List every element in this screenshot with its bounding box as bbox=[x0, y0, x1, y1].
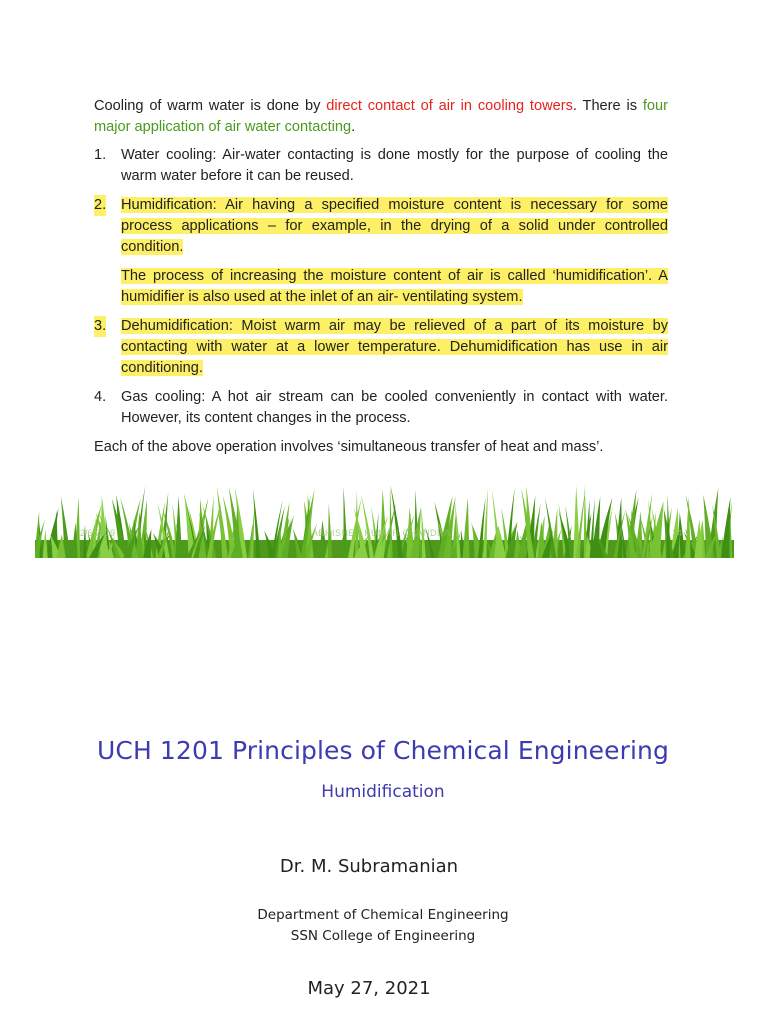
list-item-gas-cooling bbox=[94, 387, 668, 429]
affiliation bbox=[0, 905, 766, 947]
title-slide bbox=[0, 700, 768, 1024]
course-title: UCH 1201 Principles of Chemical Engineering bbox=[97, 736, 669, 765]
topic-subtitle: Humidification bbox=[321, 782, 445, 802]
summary-paragraph: Each of the above operation involves ‘simultaneous transfer of heat and mass’. bbox=[94, 439, 604, 455]
application-list-continued bbox=[94, 316, 668, 429]
intro-text-3: . bbox=[351, 119, 356, 135]
footer-date: 2/6/2019 bbox=[80, 528, 116, 538]
list-item-text: Gas cooling: A hot air stream can be cooled conveniently in contact with water. However, its content changes in the process. bbox=[121, 389, 668, 426]
humidification-definition bbox=[94, 266, 668, 308]
list-number: 4. bbox=[94, 389, 107, 405]
list-number: 2. bbox=[94, 195, 106, 216]
list-item-dehumidification bbox=[94, 316, 668, 379]
college-name: SSN College of Engineering bbox=[290, 928, 476, 944]
intro-red-text: direct contact of air in cooling towers bbox=[326, 98, 573, 114]
intro-green-text: four major application of air water contacting bbox=[94, 98, 668, 135]
presentation-date: May 27, 2021 bbox=[307, 978, 431, 999]
list-item-water-cooling bbox=[94, 145, 668, 187]
list-item-text: Water cooling: Air-water contacting is done mostly for the purpose of cooling the warm water before it can be reused. bbox=[121, 147, 668, 184]
grass-icon bbox=[35, 482, 734, 558]
footer-author: ABHISHEK KUMAR CHANDRA bbox=[312, 528, 451, 538]
definition-text: The process of increasing the moisture content of air is called ‘humidification’. A humidifier is also used at the inlet of an air- ventilating system. bbox=[121, 268, 668, 305]
list-item-humidification bbox=[94, 195, 668, 258]
list-item-text: Humidification: Air having a specified moisture content is necessary for some process applications – for example, in the drying of a solid under controlled condition. bbox=[121, 197, 668, 255]
intro-text-2: . There is bbox=[572, 98, 643, 114]
intro-paragraph bbox=[94, 96, 668, 138]
application-list bbox=[94, 145, 668, 258]
slide-text-block bbox=[94, 96, 668, 458]
list-number: 3. bbox=[94, 316, 106, 337]
grass-banner-image bbox=[35, 482, 734, 558]
list-item-text: Dehumidification: Moist warm air may be relieved of a part of its moisture by contacting with water at a lower temperature. Dehumidification has use in air conditioning. bbox=[121, 318, 668, 376]
list-number: 1. bbox=[94, 147, 107, 163]
intro-text-1: Cooling of warm water is done by bbox=[94, 98, 327, 114]
author-name: Dr. M. Subramanian bbox=[279, 856, 459, 877]
department-name: Department of Chemical Engineering bbox=[257, 907, 509, 923]
footer-page-number: 14 bbox=[672, 528, 683, 538]
